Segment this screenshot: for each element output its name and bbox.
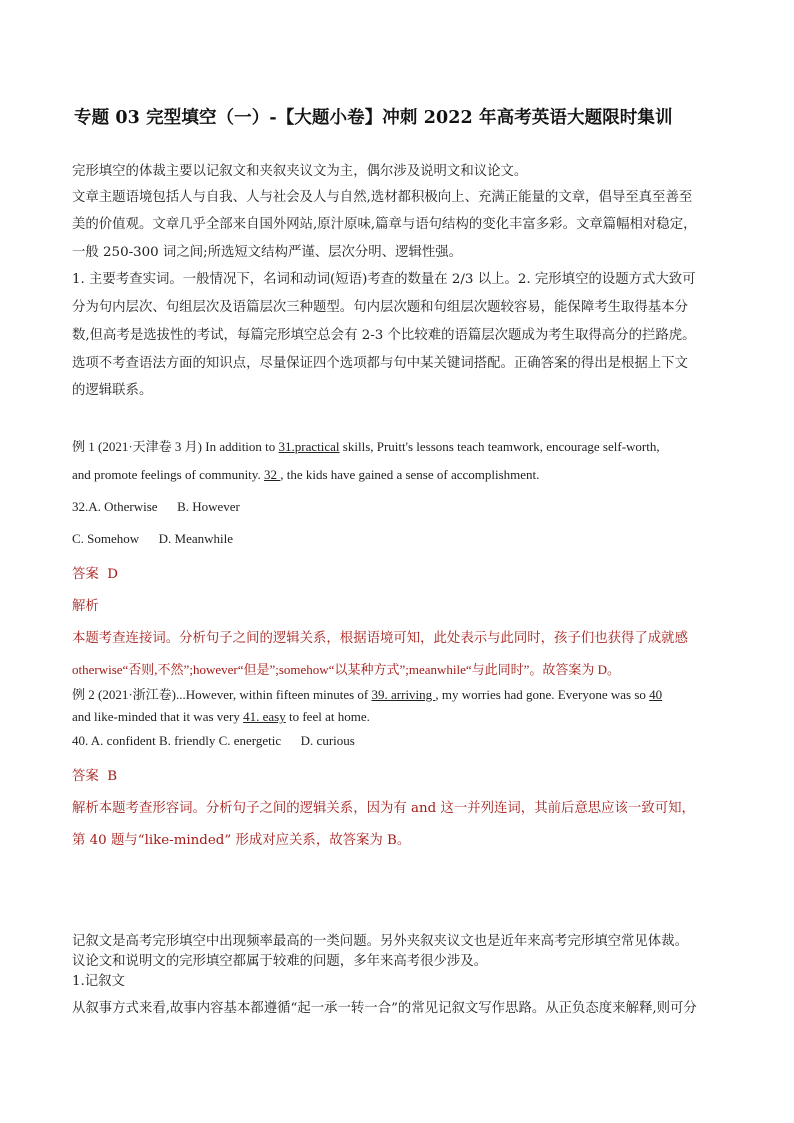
intro-line: 数,但高考是选拔性的考试，每篇完形填空总会有 2-3 个比较难的语篇层次题成为考生取得高分的拦路虎。	[72, 328, 696, 343]
example-2-options: 40. A. confident B. friendly C. energetic D. curious	[72, 733, 355, 748]
text: and promote feelings of community.	[72, 467, 264, 482]
text: skills, Pruitt's lessons teach teamwork, encourage self-worth,	[339, 439, 660, 454]
example-2-line-1	[72, 684, 662, 703]
intro-line: 美的价值观。文章几乎全部来自国外网站,原汁原味,篇章与语句结构的变化丰富多彩。文章篇幅相对稳定，	[72, 217, 697, 232]
blank-40: 40	[649, 687, 663, 702]
intro-line: 的逻辑联系。	[72, 383, 153, 398]
intro-line: 分为句内层次、句组层次及语篇层次三种题型。句内层次题和句组层次题较容易，能保障考生取得基本分	[72, 300, 688, 315]
example-2-answer: 答案 B	[72, 769, 118, 784]
intro-line: 选项不考查语法方面的知识点，尽量保证四个选项都与句中某关键词搭配。正确答案的得出是根据上下文	[72, 356, 688, 371]
example-1-analysis-label: 解析	[72, 599, 99, 614]
intro-line: 文章主题语境包括人与自我、人与社会及人与自然,选材都积极向上、充满正能量的文章，倡导至真至善至	[72, 190, 693, 205]
outro-line: 记叙文是高考完形填空中出现频率最高的一类问题。另外夹叙夹议文也是近年来高考完形填空常见体裁。	[72, 934, 688, 949]
outro-line: 从叙事方式来看,故事内容基本都遵循“起一承一转一合”的常见记叙文写作思路。从正负态度来解释,则可分	[72, 1001, 697, 1016]
example-1-answer: 答案 D	[72, 567, 119, 582]
blank-39: 39. arriving	[371, 687, 436, 702]
blank-31: 31.practical	[278, 439, 340, 454]
example-2-analysis: 第 40 题与“like-minded” 形成对应关系，故答案为 B。	[72, 833, 411, 848]
example-1-line-1	[72, 436, 660, 455]
text: 例 1 (2021·天津卷 3 月) In addition to	[72, 439, 279, 454]
example-2-analysis: 解析本题考查形容词。分析句子之间的逻辑关系，因为有 and 这一并列连词，其前后意思应该一致可知，	[72, 801, 695, 816]
example-2-line-2	[72, 709, 370, 725]
intro-line: 一般 250-300 词之间;所选短文结构严谨、层次分明、逻辑性强。	[72, 245, 463, 260]
example-1-line-2	[72, 467, 539, 483]
example-1-analysis: 本题考查连接词。分析句子之间的逻辑关系，根据语境可知，此处表示与此同时，孩子们也获得了成就感	[72, 631, 688, 646]
blank-32: 32	[263, 467, 281, 482]
intro-line: 完形填空的体裁主要以记叙文和夹叙夹议文为主，偶尔涉及说明文和议论文。	[72, 164, 528, 179]
blank-41: 41. easy	[243, 709, 286, 724]
example-1-options-1: 32.A. Otherwise B. However	[72, 499, 240, 514]
text: , the kids have gained a sense of accomplishment.	[280, 467, 540, 482]
text: , my worries had gone. Everyone was so	[435, 687, 650, 702]
text: and like-minded that it was very	[72, 709, 244, 724]
page-title: 专题 03 完型填空（一）-【大题小卷】冲刺 2022 年高考英语大题限时集训	[74, 108, 673, 128]
section-heading: 1.记叙文	[72, 974, 125, 989]
text: 例 2 (2021·浙江卷)...However, within fifteen minutes of	[72, 687, 372, 702]
outro-line: 议论文和说明文的完形填空都属于较难的问题，多年来高考很少涉及。	[72, 954, 488, 969]
intro-line: 1. 主要考查实词。一般情况下，名词和动词(短语)考查的数量在 2/3 以上。2. 完形填空的设题方式大致可	[72, 272, 696, 287]
text: to feel at home.	[285, 709, 370, 724]
example-1-analysis: otherwise“否则,不然”;however“但是”;somehow“以某种方式”;meanwhile“与此同时”。故答案为 D。	[72, 662, 621, 677]
example-1-options-2: C. Somehow D. Meanwhile	[72, 531, 234, 546]
